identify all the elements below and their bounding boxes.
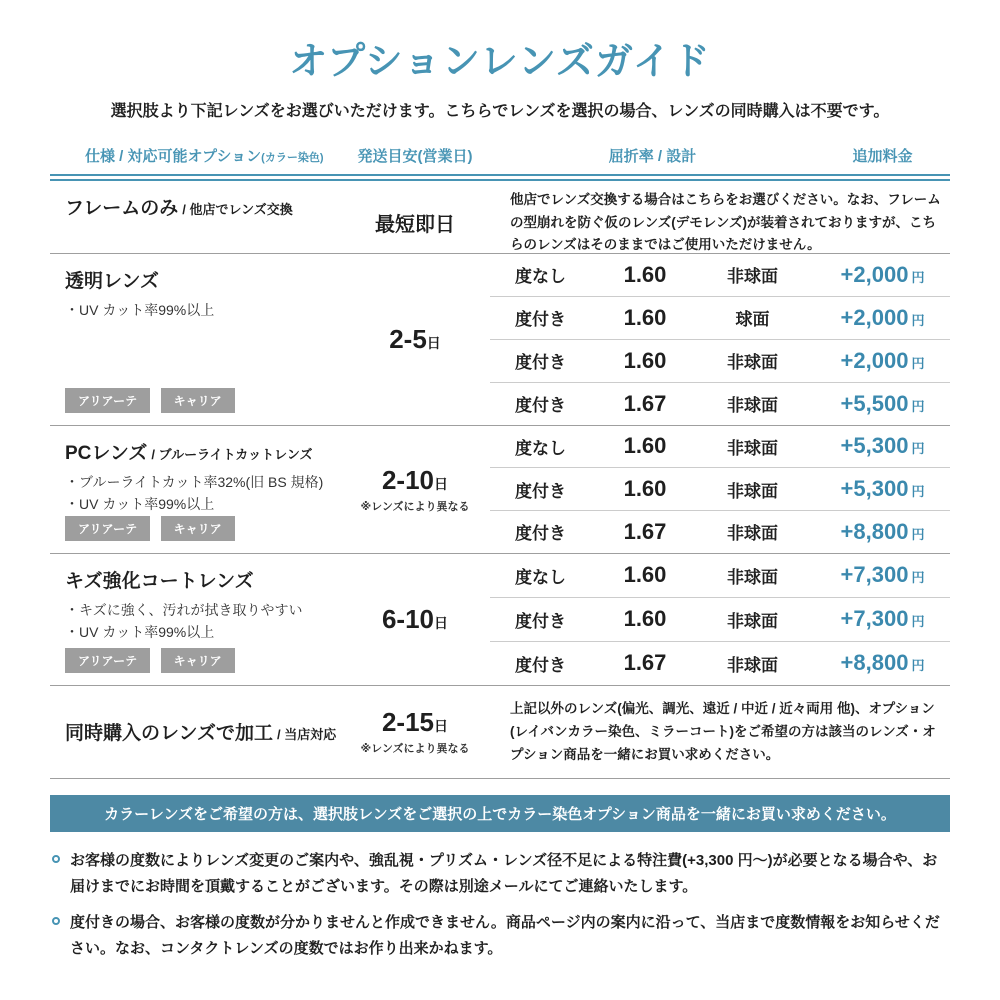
shipping-estimate: 2-10日 <box>381 464 449 495</box>
shipping-estimate: 2-5日 <box>389 323 441 354</box>
feature-list <box>65 600 340 643</box>
shipping-estimate: 最短即日 <box>375 213 455 236</box>
option-type: 度付き <box>515 353 566 373</box>
header-spec <box>50 145 340 166</box>
option-row <box>490 339 950 382</box>
yen-unit: 円 <box>911 312 925 328</box>
option-type: 度なし <box>515 438 566 458</box>
option-price: +7,300 円 <box>840 606 925 632</box>
option-design: 非球面 <box>727 396 778 416</box>
header-price: 追加料金 <box>852 147 913 165</box>
row-description: 上記以外のレンズ(偏光、調光、遠近 / 中近 / 近々両用 他)、オプション(レイバンカラー染色、ミラーコート)をご希望の方は該当のレンズ・オプション商品を一緒にお買い求めください。 <box>510 701 936 763</box>
option-row <box>490 641 950 685</box>
table-row-clear-lens <box>50 254 950 426</box>
option-design: 非球面 <box>727 438 778 458</box>
option-price: +2,000 円 <box>840 304 925 330</box>
spec-cell <box>50 254 340 425</box>
note-text: 度付きの場合、お客様の度数が分かりませんと作成できません。商品ページ内の案内に沿って、当店まで度数情報をお知らせください。なお、コンタクトレンズの度数ではお作り出来かねます。 <box>70 914 940 958</box>
option-price: +5,500 円 <box>840 390 925 416</box>
note-item <box>50 910 950 963</box>
yen-unit: 円 <box>911 269 925 285</box>
option-price: +2,000 円 <box>840 347 925 373</box>
option-type: 度付き <box>515 481 566 501</box>
spec-cell <box>50 554 340 685</box>
lens-feature: ・キズに強く、汚れが拭き取りやすい <box>65 602 303 619</box>
shipping-cell <box>340 181 490 264</box>
option-index: 1.67 <box>623 390 667 416</box>
spec-cell <box>50 686 340 778</box>
shipping-cell <box>340 686 490 778</box>
footnotes <box>50 848 950 963</box>
option-price: +5,300 円 <box>840 433 925 459</box>
shipping-note: ※レンズにより異なる <box>360 743 470 756</box>
option-row <box>490 597 950 641</box>
shipping-cell <box>340 554 490 685</box>
option-row <box>490 554 950 597</box>
header-spec-label: 仕様 / 対応可能オプション <box>85 147 262 165</box>
option-design: 非球面 <box>727 567 778 587</box>
option-design: 球面 <box>735 310 770 330</box>
row-description: 他店でレンズ交換する場合はこちらをお選びください。なお、フレームの型崩れを防ぐ仮のレンズ(デモレンズ)が装着されておりますが、こちらのレンズはそのままではご使用いただけません。 <box>510 191 941 253</box>
lens-feature: ・UV カット率99%以上 <box>65 302 215 319</box>
option-row <box>490 467 950 510</box>
option-type: 度なし <box>515 567 566 587</box>
header-index-design: 屈折率 / 設計 <box>608 147 697 165</box>
option-design: 非球面 <box>727 655 778 675</box>
option-type: 度付き <box>515 524 566 544</box>
option-type: 度付き <box>515 396 566 416</box>
tag-carrier: キャリア <box>161 516 235 541</box>
option-index: 1.60 <box>623 261 667 287</box>
option-price: +7,300 円 <box>840 562 925 588</box>
lens-feature: ・ブルーライトカット率32%(旧 BS 規格) <box>65 474 324 491</box>
lens-name: 同時購入のレンズで加工 / 当店対応 <box>65 722 337 744</box>
tag-carrier: キャリア <box>161 648 235 673</box>
color-option-tags <box>65 516 340 541</box>
shipping-estimate: 2-15日 <box>381 707 449 738</box>
option-design: 非球面 <box>727 353 778 373</box>
yen-unit: 円 <box>911 658 925 674</box>
header-shipping: 発送目安(営業日) <box>357 147 473 165</box>
option-design: 非球面 <box>727 481 778 501</box>
yen-unit: 円 <box>911 526 925 542</box>
option-row <box>490 296 950 339</box>
option-price: +8,800 円 <box>840 518 925 544</box>
lens-name: PCレンズ / ブルーライトカットレンズ <box>65 442 313 464</box>
option-subtable <box>490 254 950 425</box>
option-index: 1.60 <box>623 476 667 502</box>
note-text: お客様の度数によりレンズ変更のご案内や、強乱視・プリズム・レンズ径不足による特注費(+3,300 円〜)が必要となる場合や、お届けまでにお時間を頂戴することがございます。その際は別途メールにてご連絡いたします。 <box>70 851 938 895</box>
option-index: 1.60 <box>623 606 667 632</box>
shipping-estimate: 6-10日 <box>381 603 449 634</box>
yen-unit: 円 <box>911 355 925 371</box>
lens-feature: ・UV カット率99%以上 <box>65 624 215 641</box>
table-row-scratch-coat-lens <box>50 554 950 686</box>
tag-ariaate: アリアーテ <box>65 516 150 541</box>
option-type: 度付き <box>515 310 566 330</box>
note-item <box>50 848 950 901</box>
lens-feature: ・UV カット率99%以上 <box>65 496 215 513</box>
page-subtitle: 選択肢より下記レンズをお選びいただけます。こちらでレンズを選択の場合、レンズの同時購入は不要です。 <box>110 102 890 120</box>
circle-bullet-icon <box>52 917 60 925</box>
header-spec-note: (カラー染色) <box>261 151 324 164</box>
spec-cell <box>50 426 340 553</box>
page-title: オプションレンズガイド <box>289 41 711 83</box>
option-row <box>490 426 950 468</box>
yen-unit: 円 <box>911 441 925 457</box>
option-design: 非球面 <box>727 611 778 631</box>
option-row <box>490 382 950 425</box>
tag-ariaate: アリアーテ <box>65 648 150 673</box>
option-index: 1.67 <box>623 650 667 676</box>
feature-list <box>65 472 340 515</box>
header-right-group <box>490 145 950 166</box>
yen-unit: 円 <box>911 398 925 414</box>
shipping-cell <box>340 254 490 425</box>
option-type: 度付き <box>515 611 566 631</box>
lens-option-guide <box>50 40 950 963</box>
option-row <box>490 254 950 296</box>
feature-list <box>65 300 340 322</box>
option-index: 1.60 <box>623 347 667 373</box>
option-row <box>490 510 950 553</box>
option-design: 非球面 <box>727 524 778 544</box>
option-price: +5,300 円 <box>840 476 925 502</box>
table-row-copurchase-lens <box>50 686 950 779</box>
spec-cell <box>50 181 340 264</box>
tag-ariaate: アリアーテ <box>65 388 150 413</box>
option-index: 1.60 <box>623 433 667 459</box>
color-lens-banner: カラーレンズをご希望の方は、選択肢レンズをご選択の上でカラー染色オプション商品を一緒にお買い求めください。 <box>50 795 950 832</box>
circle-bullet-icon <box>52 855 60 863</box>
option-subtable <box>490 554 950 685</box>
lens-name: 透明レンズ <box>65 270 159 292</box>
option-subtable <box>490 426 950 553</box>
option-price: +2,000 円 <box>840 261 925 287</box>
shipping-cell <box>340 426 490 553</box>
color-option-tags <box>65 388 340 413</box>
header-divider <box>50 174 950 181</box>
lens-name: フレームのみ / 他店でレンズ交換 <box>65 197 293 219</box>
color-option-tags <box>65 648 340 673</box>
option-index: 1.67 <box>623 518 667 544</box>
table-row-frame-only <box>50 181 950 254</box>
tag-carrier: キャリア <box>161 388 235 413</box>
option-index: 1.60 <box>623 304 667 330</box>
option-type: 度なし <box>515 267 566 287</box>
option-design: 非球面 <box>727 267 778 287</box>
option-price: +8,800 円 <box>840 650 925 676</box>
yen-unit: 円 <box>911 484 925 500</box>
option-index: 1.60 <box>623 562 667 588</box>
yen-unit: 円 <box>911 614 925 630</box>
lens-name: キズ強化コートレンズ <box>65 570 254 592</box>
shipping-note: ※レンズにより異なる <box>360 500 470 513</box>
table-header-row <box>50 145 950 166</box>
yen-unit: 円 <box>911 570 925 586</box>
table-row-pc-lens <box>50 426 950 554</box>
option-type: 度付き <box>515 655 566 675</box>
